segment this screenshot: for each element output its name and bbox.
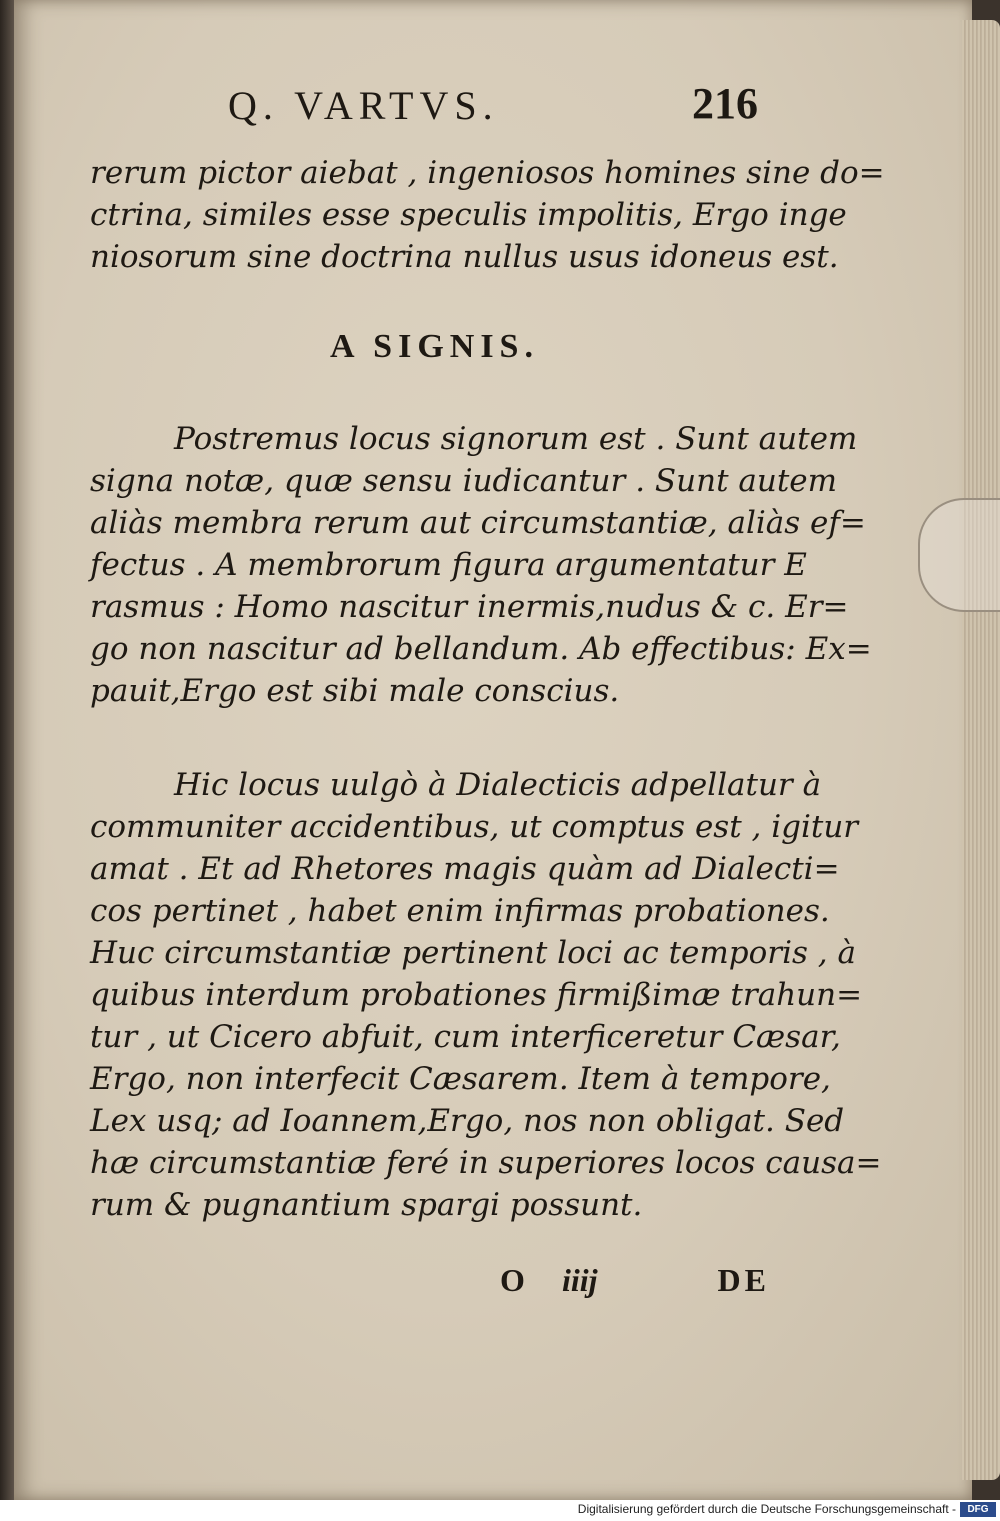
page-number: 216 xyxy=(692,79,758,128)
text-line: rerum pictor aiebat , ingeniosos homines sine do= xyxy=(90,155,885,191)
signature-numeral: iiij xyxy=(562,1262,598,1298)
text-line: amat . Et ad Rhetores magis quàm ad Dialecti= xyxy=(90,851,840,887)
text-line: hæ circumstantiæ feré in superiores locos causa= xyxy=(90,1145,882,1181)
text-line: tur , ut Cicero abfuit, cum interficeretur Cæsar, xyxy=(90,1019,841,1055)
text-line: Huc circumstantiæ pertinent loci ac temporis , à xyxy=(90,935,856,971)
text-line: go non nascitur ad bellandum. Ab effectibus: Ex= xyxy=(90,631,872,667)
paragraph-2 xyxy=(90,418,872,712)
text-line: aliàs membra rerum aut circumstantiæ, aliàs ef= xyxy=(90,505,866,541)
text-line: signa notæ, quæ sensu iudicantur . Sunt autem xyxy=(90,463,838,499)
text-line: communiter accidentibus, ut comptus est , igitur xyxy=(90,809,859,845)
catchword: DE xyxy=(717,1262,770,1298)
text-line: ctrina, similes esse speculis impolitis, Ergo inge xyxy=(90,197,847,233)
page-edges xyxy=(962,20,1000,1480)
text-line: fectus . A membrorum figura argumentatur E xyxy=(90,547,807,583)
footer-bar xyxy=(0,1500,1000,1521)
text-line: cos pertinet , habet enim infirmas probationes. xyxy=(90,893,830,929)
text-line: pauit,Ergo est sibi male conscius. xyxy=(90,673,620,709)
text-line: rum & pugnantium spargi possunt. xyxy=(90,1187,643,1223)
page-tab-marker xyxy=(918,498,1000,612)
dfg-logo-icon: DFG xyxy=(960,1502,996,1517)
signature-line xyxy=(500,1262,770,1306)
signature-letter: O xyxy=(500,1262,525,1298)
paragraph-3 xyxy=(90,764,882,1226)
running-head-title: Q. VARTVS. xyxy=(228,83,499,128)
text-line: Ergo, non interfecit Cæsarem. Item à tempore, xyxy=(90,1061,831,1097)
text-line: niosorum sine doctrina nullus usus idoneus est. xyxy=(90,239,839,275)
running-head xyxy=(228,79,758,132)
text-line: rasmus : Homo nascitur inermis,nudus & c. Er= xyxy=(90,589,849,625)
text-line: Hic locus uulgò à Dialecticis adpellatur à xyxy=(174,767,822,803)
text-line: quibus interdum probationes firmißimæ trahun= xyxy=(90,977,863,1013)
paragraph-1 xyxy=(90,152,885,278)
footer-credit: Digitalisierung gefördert durch die Deutsche Forschungsgemeinschaft - xyxy=(577,1502,956,1516)
section-heading: A SIGNIS. xyxy=(330,328,539,365)
text-line: Postremus locus signorum est . Sunt autem xyxy=(174,421,858,457)
text-line: Lex usq; ad Ioannem,Ergo, nos non obligat. Sed xyxy=(90,1103,845,1139)
